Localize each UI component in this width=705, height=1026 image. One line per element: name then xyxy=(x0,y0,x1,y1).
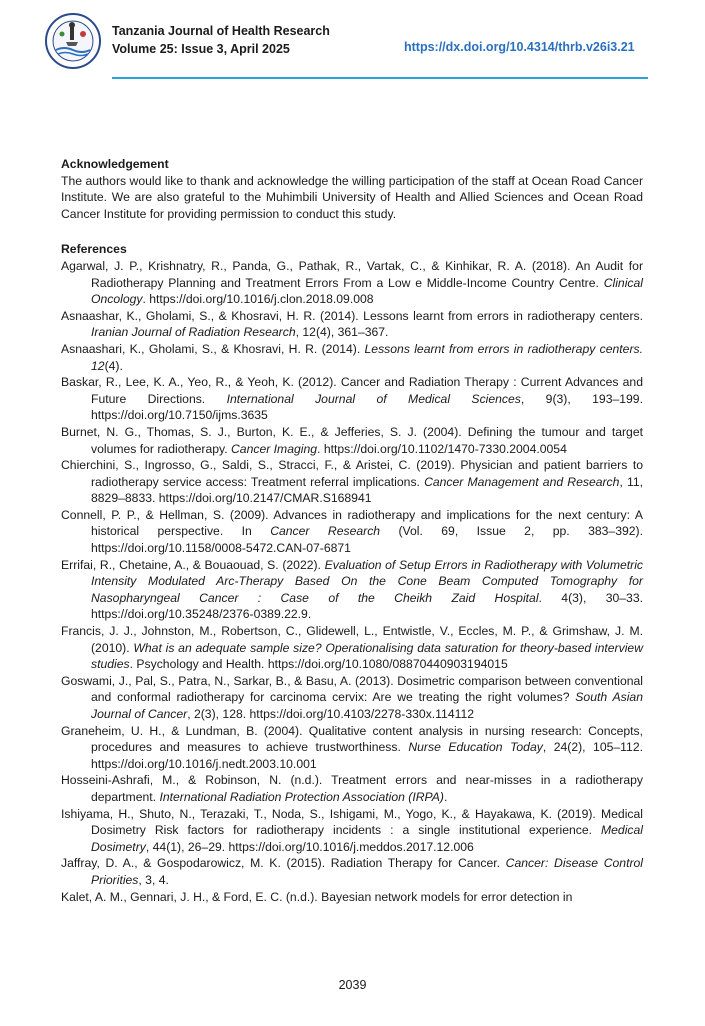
reference-tail-text: (4). xyxy=(104,358,123,373)
reference-plain-text: Chierchini, S., Ingrosso, G., Saldi, S., Stracci, F., & Aristei, C. (2019). Physician and patient barriers to radiotherapy service access: Treatment referral implications. xyxy=(61,458,643,489)
reference-tail-text: . Psychology and Health. https://doi.org/10.1080/08870440903194015 xyxy=(129,657,508,672)
reference-tail-text: . xyxy=(443,789,448,804)
reference-item xyxy=(61,855,643,888)
reference-plain-text: Ishiyama, H., Shuto, N., Terazaki, T., Noda, S., Ishigami, M., Yogo, K., & Hayakawa, K. (2019). Medical Dosimetry Risk factors for radiotherapy incidents : a single institutional experience. xyxy=(61,806,643,838)
reference-item xyxy=(61,258,643,308)
doi-link[interactable]: https://dx.doi.org/10.4314/thrb.v26i3.21 xyxy=(404,40,635,54)
main-content xyxy=(61,156,643,905)
reference-italic-text: Lessons learnt from errors in radiotherapy centers. 12 xyxy=(91,341,643,373)
reference-italic-text: Nurse Education Today xyxy=(408,740,543,755)
reference-tail-text: , 11, 8829–8833. https://doi.org/10.2147/CMAR.S168941 xyxy=(91,474,644,506)
reference-item xyxy=(61,374,643,424)
reference-italic-text: Cancer Research xyxy=(270,524,381,539)
reference-plain-text: Asnaashar, K., Gholami, S., & Khosravi, H. R. (2014). Lessons learnt from errors in radiotherapy centers. xyxy=(61,308,643,323)
volume-issue: Volume 25: Issue 3, April 2025 xyxy=(112,42,290,56)
reference-tail-text: , 44(1), 26–29. https://doi.org/10.1016/j.meddos.2017.12.006 xyxy=(145,839,474,854)
reference-italic-text: South Asian Journal of Cancer xyxy=(91,690,643,721)
reference-plain-text: Hosseini-Ashrafi, M., & Robinson, N. (n.d.). Treatment errors and near-misses in a radiotherapy department. xyxy=(61,773,643,804)
reference-list xyxy=(61,258,643,905)
reference-item xyxy=(61,772,643,805)
reference-tail-text: (Vol. 69, Issue 2, pp. 383–392). https://doi.org/10.1158/0008-5472.CAN-07-6871 xyxy=(91,524,643,556)
reference-italic-text: International Journal of Medical Sciences xyxy=(226,391,521,406)
reference-italic-text: Medical Dosimetry xyxy=(91,823,643,854)
reference-italic-text: Clinical Oncology xyxy=(91,275,643,307)
reference-italic-text: Evaluation of Setup Errors in Radiotherapy with Volumetric Intensity Modulated Arc-Therapy Based On the Cone Beam Computed Tomography for Nasopharyngeal Cancer : Case of the Cheikh Zaid Hospital xyxy=(91,557,644,605)
header-divider xyxy=(112,77,648,79)
reference-plain-text: Asnaashari, K., Gholami, S., & Khosravi, H. R. (2014). xyxy=(61,341,365,356)
reference-item xyxy=(61,308,643,341)
reference-item xyxy=(61,457,643,507)
journal-header xyxy=(112,22,330,58)
reference-item xyxy=(61,806,643,856)
reference-item xyxy=(61,507,643,557)
reference-plain-text: Errifai, R., Chetaine, A., & Bouaouad, S. (2022). xyxy=(61,557,325,572)
reference-italic-text: Iranian Journal of Radiation Research xyxy=(91,325,296,340)
reference-item xyxy=(61,424,643,457)
journal-name: Tanzania Journal of Health Research xyxy=(112,24,330,38)
acknowledgement-heading: Acknowledgement xyxy=(61,157,169,171)
acknowledgement-text: The authors would like to thank and acknowledge the willing participation of the staff at Ocean Road Cancer Institute. We are also grateful to the Muhimbili University of Health and Allied Sciences and Ocean Road Cancer Institute for providing permission to conduct this study. xyxy=(61,173,643,221)
reference-item xyxy=(61,623,643,673)
reference-item xyxy=(61,673,643,723)
reference-plain-text: Kalet, A. M., Gennari, J. H., & Ford, E. C. (n.d.). Bayesian network models for error detection in xyxy=(61,889,573,904)
reference-plain-text: Baskar, R., Lee, K. A., Yeo, R., & Yeoh, K. (2012). Cancer and Radiation Therapy : Current Advances and Future Directions. xyxy=(61,375,643,406)
reference-plain-text: Goswami, J., Pal, S., Patra, N., Sarkar, B., & Basu, A. (2013). Dosimetric comparison between conventional and conformal radiotherapy for carcinoma cervix: Are we treating the right volumes? xyxy=(61,673,643,705)
reference-plain-text: Jaffray, D. A., & Gospodarowicz, M. K. (2015). Radiation Therapy for Cancer. xyxy=(61,856,506,871)
reference-plain-text: Francis, J. J., Johnston, M., Robertson, C., Glidewell, L., Entwistle, V., Eccles, M. P., & Grimshaw, J. M. (2010). xyxy=(61,624,643,655)
reference-italic-text: International Radiation Protection Association (IRPA) xyxy=(159,789,444,804)
reference-tail-text: , 3, 4. xyxy=(138,872,169,887)
references-heading: References xyxy=(61,242,127,257)
reference-italic-text: What is an adequate sample size? Operationalising data saturation for theory-based interview studies xyxy=(91,640,643,672)
reference-italic-text: Cancer: Disease Control Priorities xyxy=(91,856,644,887)
reference-italic-text: Cancer Imaging xyxy=(231,441,318,456)
reference-plain-text: Agarwal, J. P., Krishnatry, R., Panda, G., Pathak, R., Vartak, C., & Kinhikar, R. A. (2018). An Audit for Radiotherapy Planning and Treatment Errors From a Low e Middle-Income Country Centre. xyxy=(61,258,643,290)
reference-italic-text: Cancer Management and Research xyxy=(424,474,620,489)
reference-plain-text: Graneheim, U. H., & Lundman, B. (2004). Qualitative content analysis in nursing research: Concepts, procedures and measures to achieve trustworthiness. xyxy=(61,723,643,755)
reference-tail-text: , 2(3), 128. https://doi.org/10.4103/2278-330x.114112 xyxy=(187,707,475,721)
reference-tail-text: . 4(3), 30–33. https://doi.org/10.35248/2376-0389.22.9. xyxy=(91,590,643,622)
reference-tail-text: . https://doi.org/10.1016/j.clon.2018.09.008 xyxy=(142,292,374,307)
journal-logo xyxy=(44,12,102,70)
reference-tail-text: , 9(3), 193–199. https://doi.org/10.7150/ijms.3635 xyxy=(91,391,643,423)
reference-tail-text: , 24(2), 105–112. https://doi.org/10.1016/j.nedt.2003.10.001 xyxy=(91,740,643,771)
page-number: 2039 xyxy=(338,978,367,992)
reference-tail-text: . https://doi.org/10.1102/1470-7330.2004.0054 xyxy=(317,441,567,456)
reference-plain-text: Burnet, N. G., Thomas, S. J., Burton, K. E., & Jefferies, S. J. (2004). Defining the tumour and target volumes for radiotherapy. xyxy=(61,424,643,456)
reference-item xyxy=(61,889,643,906)
reference-plain-text: Connell, P. P., & Hellman, S. (2009). Advances in radiotherapy and implications for the next century: A historical perspective. In xyxy=(61,507,643,539)
reference-tail-text: , 12(4), 361–367. xyxy=(295,325,389,340)
reference-item xyxy=(61,557,643,623)
reference-item xyxy=(61,723,643,773)
reference-item xyxy=(61,341,643,374)
